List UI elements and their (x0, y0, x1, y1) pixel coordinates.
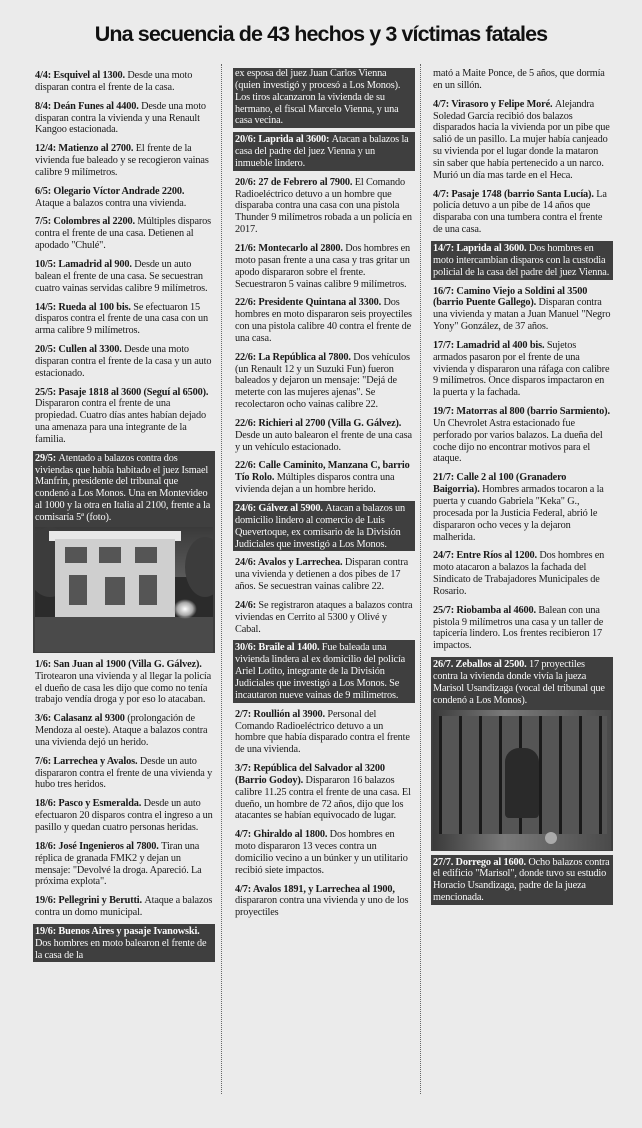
entry-text: dispararon contra una vivienda y uno de los proyectiles (235, 895, 409, 919)
column-1 (33, 68, 215, 966)
news-entry (431, 603, 613, 653)
house-window (69, 575, 87, 605)
entry-text: Dos hombres en moto dispararon seis proyectiles con una pistola calibre 40 contra el frente de una casa. (235, 297, 412, 344)
column-3 (431, 68, 613, 909)
entry-heading: 22/6: La República al 7800. (235, 351, 354, 363)
entry-heading: 20/6: Laprida al 3600: (235, 134, 332, 146)
house-window (135, 547, 157, 563)
news-entry (233, 241, 415, 291)
news-entry (431, 97, 613, 183)
entry-text: Un Chevrolet Astra estacionado fue perforado por varios balazos. La dueña del coche dijo no encontrar motivos para el ataque. (433, 417, 603, 465)
entry-text: Desde un auto balearon el frente de una casa y un vehículo estacionado. (235, 429, 412, 453)
entry-heading: 26/7. Zeballos al 2500. (433, 659, 529, 671)
news-entry (33, 342, 215, 381)
entry-heading: 7/5: Colombres al 2200. (35, 216, 138, 228)
news-entry (233, 827, 415, 877)
entry-text: 17 proyectiles contra la vivienda donde vivía la jueza Marisol Usandizaga (vocal del tribunal que condenó a Los Monos). (433, 659, 605, 706)
entry-text: Desde una moto disparan contra el frente de la casa y un auto estacionado. (35, 344, 212, 379)
column-2 (233, 68, 415, 924)
entry-heading: 3/6: Calasanz al 9300 (35, 713, 128, 725)
news-entry (33, 214, 215, 253)
news-entry (233, 350, 415, 412)
entry-text: mató a Maite Ponce, de 5 años, que dormía en un sillón. (433, 68, 605, 91)
door-knob (545, 832, 557, 844)
entry-heading: 19/6: Buenos Aires y pasaje Ivanowski. (35, 925, 200, 937)
entry-heading: 4/7: Pasaje 1748 (barrio Santa Lucía). (433, 188, 597, 200)
entry-heading: 21/6: Montecarlo al 2800. (235, 242, 346, 254)
news-entry (431, 284, 613, 334)
entry-heading: 25/5: Pasaje 1818 al 3600 (Seguí al 6500). (35, 386, 209, 398)
entry-heading: 22/6: Presidente Quintana al 3300. (235, 297, 384, 309)
entry-heading: 19/6: Pellegrini y Berutti. (35, 895, 145, 907)
entry-heading: 25/7: Riobamba al 4600. (433, 604, 539, 616)
news-entry (233, 640, 415, 702)
news-entry (233, 882, 415, 921)
entry-heading: 24/6: Gálvez al 5900. (235, 503, 326, 514)
entry-text: Se registraron ataques a balazos contra viviendas en Cerrito al 5300 y Olivé y Cabal. (235, 599, 413, 635)
entry-heading: 20/6: 27 de Febrero al 7900. (235, 176, 355, 188)
entry-text: La policía detuvo a un pibe de 14 años que disparaba con una tumbera contra el frente de una casa. (433, 188, 607, 236)
entry-text: Hombres armados tocaron a la puerta y cuando Gabriela "Keka" G., procesada por la Justicia Federal, abrió le dispararon ocho veces y la dejaron malherida. (433, 484, 604, 543)
entry-text: Personal del Comando Radioeléctrico detuvo a un hombre que había disparado contra el frente de una vivienda. (235, 708, 410, 756)
news-entry (233, 707, 415, 757)
news-entry (33, 839, 215, 889)
entry-heading: 2/7: Roullión al 3900. (235, 708, 328, 720)
entry-text: Desde una moto disparan contra la vivienda y una Renault Kangoo estacionada. (35, 100, 206, 136)
news-entry (233, 555, 415, 594)
entry-heading: 4/4: Esquivel al 1300. (35, 70, 128, 81)
entry-text: Dos hombres en moto atacaron a balazos la fachada del Sindicato de Trabajadores Municipales de Rosario. (433, 550, 605, 597)
news-entry (233, 598, 415, 637)
news-entry (33, 385, 215, 447)
entry-text: Desde un auto dispararon contra el frente de una vivienda y hubo tres heridos. (35, 755, 213, 791)
news-entry (431, 187, 613, 237)
entry-text: Desde una moto disparan contra el frente de la casa. (35, 70, 193, 93)
news-entry (33, 796, 215, 835)
headline: Una secuencia de 43 hechos y 3 víctimas fatales (94, 22, 548, 46)
entry-text: ex esposa del juez Juan Carlos Vienna (quien investigó y procesó a Los Monos). Los tiros alcanzaron la vivienda de su hermano, el fiscal Marcelo Vienna, y una casa vecina. (235, 68, 401, 127)
news-entry (431, 338, 613, 400)
column-separator (221, 64, 222, 1094)
entry-text: Disparan contra una vivienda y matan a Juan Manuel "Negro Yony" González, de 37 años. (433, 297, 611, 333)
column-separator (420, 64, 421, 1094)
entry-text: Se efectuaron 15 disparos contra el frente de una casa con un arma calibre 9 milímetros. (35, 301, 208, 337)
entry-text: El frente de la vivienda fue baleado y se recogieron vainas calibre 9 milímetros. (35, 143, 209, 178)
house-window (99, 547, 121, 563)
entry-text: Dispararon contra el frente de una propiedad. Cuatro días antes habían dejado una amenaza para una integrante de la familia. (35, 398, 206, 445)
entry-text: Atentado a balazos contra dos viviendas que había habitado el juez Ismael Manfrín, presidente del tribunal que condenó a Los Monos. Una en Montevideo al 1000 y la otra en Italia al 2100, frente a la comisaría 5ª (foto). (35, 452, 211, 523)
entry-text: Sujetos armados pasaron por el frente de una vivienda y dispararon una ráfaga con calibre 9 milímetros. Once disparos impactaron en la puerta y la fachada. (433, 339, 610, 399)
entry-heading: 22/6: Richieri al 2700 (Villa G. Gálvez). (235, 417, 402, 429)
news-entry (233, 416, 415, 455)
photo-tree (185, 537, 213, 597)
entry-heading: 10/5: Lamadrid al 900. (35, 258, 135, 270)
entry-text: Disparan contra una vivienda y detienen a dos pibes de 17 años. Se secuestran vainas calibre 22. (235, 557, 409, 593)
entry-heading: 19/7: Matorras al 800 (barrio Sarmiento). (433, 406, 610, 418)
entry-heading: 29/5: (35, 452, 59, 464)
entry-heading: 21/7: Calle 2 al 100 (Granadero Baigorria). (433, 472, 567, 496)
entry-text: Alejandra Soledad García recibió dos balazos disparados hacia la vivienda por un pibe que salió de un pasillo. La mujer había canjeado su vivienda por el lugar donde la mataron sin saber que había pertenecido a un narco. Murió un día mas tarde en el Heca. (433, 98, 610, 181)
house-window (139, 575, 157, 605)
house-photo (35, 527, 213, 652)
entry-heading: 14/7: Laprida al 3600. (433, 242, 529, 254)
door-photo (433, 710, 611, 850)
entry-text: Fue baleada una vivienda lindera al ex domicilio del policía Ariel Lotito, integrante de la División Judiciales que investigó a Los Monos. Se incautaron nueve vainas de 9 milímetros. (235, 642, 406, 701)
entry-heading: 20/5: Cullen al 3300. (35, 344, 125, 356)
entry-text: Balean con una pistola 9 milímetros una casa y un taller de tapicería lindero. Los frentes recibieron 17 impactos. (433, 604, 604, 652)
photo-person (505, 748, 539, 818)
news-entry (431, 241, 613, 280)
entry-heading: 27/7. Dorrego al 1600. (433, 856, 529, 868)
news-entry (233, 761, 415, 823)
news-entry (431, 548, 613, 598)
entry-text: Dispararon 16 balazos calibre 11.25 contra el frente de una casa. El dueño, un hombre de 72 años, dijo que los atacantes se habían equivocado de lugar. (235, 774, 411, 822)
entry-text: Dos vehículos (un Renault 12 y un Suzuki Fun) fueron baleados y dejaron un mensaje: "Dejá de meterte con las mujeres ajenas". Se recolectaron ocho vainas calibre 22. (235, 351, 410, 411)
car-headlight (173, 599, 197, 619)
news-entry (233, 175, 415, 237)
entry-text: Atacan a balazos la casa del padre del juez Vienna y un inmueble lindero. (235, 134, 409, 169)
news-entry (431, 470, 613, 544)
entry-text: Dos hombres en moto dispararon 13 veces contra un domicilio vecino a un búnker y un utilitario recibió siete impactos. (235, 829, 408, 876)
entry-text: Múltiples disparos contra el frente de una casa. Detienen al apodado "Chulé". (35, 216, 211, 252)
entry-heading: 24/6: Avalos y Larrechea. (235, 557, 345, 569)
news-entry (33, 68, 215, 95)
entry-text: Dos hombres en moto intercambian disparos con la custodia policial de la casa del padre del juez Vienna. (433, 242, 610, 278)
entry-heading: 4/7: Virasoro y Felipe Moré. (433, 98, 555, 110)
entry-heading: 12/4: Matienzo al 2700. (35, 143, 136, 155)
entry-heading: 22/6: Calle Caminito, Manzana C, barrio Tío Rolo. (235, 460, 410, 484)
news-entry (233, 295, 415, 345)
entry-heading: 18/6: José Ingenieros al 7800. (35, 840, 162, 852)
news-entry (233, 68, 415, 128)
entry-heading: 4/7: Ghiraldo al 1800. (235, 829, 330, 841)
entry-text: Atacan a balazos un domicilio lindero al comercio de Luis Quevertoque, ex comisario de la División Judiciales que investigó a Los Monos. (235, 503, 405, 550)
news-entry (431, 404, 613, 466)
house-window (105, 577, 125, 605)
entry-heading: 6/5: Olegario Víctor Andrade 2200. (35, 185, 185, 197)
entry-heading: 17/7: Lamadrid al 400 bis. (433, 339, 547, 351)
photo-street (35, 617, 213, 652)
news-entry (33, 184, 215, 211)
entry-heading: 16/7: Camino Viejo a Soldini al 3500 (barrio Puente Gallego). (433, 285, 588, 309)
entry-heading: 1/6: San Juan al 1900 (Villa G. Gálvez). (35, 658, 202, 670)
entry-text: Múltiples disparos contra una vivienda dejan a un hombre herido. (235, 472, 395, 496)
entry-heading: 3/7: República del Salvador al 3200 (Barrio Godoy). (235, 763, 385, 786)
entry-text: Dos hombres en moto pasan frente a una casa y tras gritar un apodo dispararon sobre el frente. Secuestraron 5 vainas calibre 9 milímetros. (235, 242, 411, 290)
news-entry (33, 893, 215, 920)
entry-text: (prolongación de Mendoza al oeste). Ataque a balazos contra una vivienda dejó un herido. (35, 713, 208, 748)
entry-text: Ocho balazos contra el edificio "Marisol", donde tuvo su estudio Horacio Usandizaga, padre de la jueza mencionada. (433, 856, 610, 904)
news-entry (33, 99, 215, 138)
news-entry (33, 711, 215, 750)
entry-heading: 8/4: Deán Funes al 4400. (35, 100, 142, 112)
news-entry (233, 501, 415, 551)
news-entry (431, 855, 613, 905)
news-entry (33, 924, 215, 963)
entry-text: Ataque a balazos contra un domo municipal. (35, 895, 213, 919)
entry-heading: 7/6: Larrechea y Avalos. (35, 755, 140, 767)
news-entry (33, 257, 215, 296)
news-entry (33, 451, 215, 653)
news-entry (33, 657, 215, 707)
entry-text: Desde un auto efectuaron 20 disparos contra el ingreso a un pasillo y quedan cuatro personas heridas. (35, 798, 213, 833)
entry-text: El Comando Radioeléctrico detuvo a un hombre que disparaba contra una casa con una pistola Thunder 9 milímetros robada a un policía en 2017. (235, 176, 412, 236)
news-entry (431, 68, 613, 93)
entry-heading: 30/6: Braile al 1400. (235, 642, 322, 654)
entry-heading: 24/6: (235, 599, 259, 611)
news-entry (233, 458, 415, 497)
entry-heading: 14/5: Rueda al 100 bis. (35, 301, 134, 313)
entry-heading: 24/7: Entre Ríos al 1200. (433, 550, 540, 562)
news-entry (431, 657, 613, 850)
entry-text: Dos hombres en moto balearon el frente de la casa de la (35, 937, 207, 961)
entry-text: Tirotearon una vivienda y al llegar la policía el dueño de casa les dijo que como no tenía trabajo vendía droga y por eso lo atacaban. (35, 670, 212, 706)
house-window (65, 547, 87, 563)
news-entry (233, 132, 415, 171)
entry-text: Ataque a balazos contra una vivienda. (35, 197, 187, 209)
entry-heading: 4/7: Avalos 1891, y Larrechea al 1900, (235, 883, 395, 895)
entry-text: Tiran una réplica de granada FMK2 y dejan un mensaje: "Devolvé la droga. Apareció. La próxima explota". (35, 840, 202, 888)
entry-heading: 18/6: Pasco y Esmeralda. (35, 798, 144, 810)
news-entry (33, 141, 215, 180)
news-entry (33, 754, 215, 793)
news-entry (33, 300, 215, 339)
entry-text: Desde un auto balean el frente de una casa. Se secuestran cuatro vainas servidas calibre 9 milímetros. (35, 258, 208, 294)
